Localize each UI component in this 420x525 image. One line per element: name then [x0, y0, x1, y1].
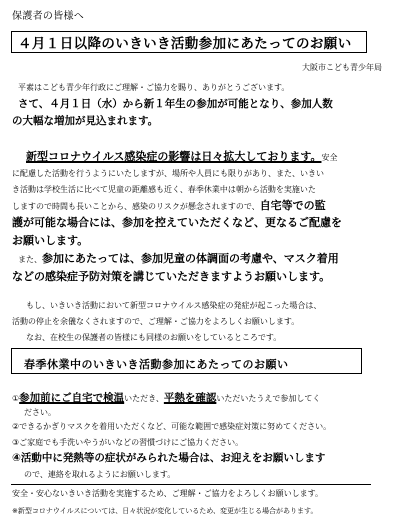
- paragraph-covid-6: お願いします。: [12, 234, 89, 247]
- paragraph-covid-4: [12, 198, 368, 215]
- notice-item-1-line2: ださい。: [24, 408, 56, 417]
- mask-pre: また、: [18, 255, 42, 264]
- footer-disclaimer: ※新型コロナウイルスについては、日々状況が変化しているため、変更が生じる場合があります。: [12, 507, 318, 515]
- item1-bold-1: 参加前にご自宅で検温: [19, 392, 125, 404]
- addressee: 保護者の皆様へ: [12, 11, 85, 22]
- item1-number: ①: [12, 394, 20, 403]
- covid-line4-text: しますので時間も長いことから、感染のリスクが懸念されますので、: [12, 202, 260, 211]
- paragraph-mask-2: などの感染症予防対策を講じていただきますようお願いします。: [12, 270, 331, 283]
- paragraph-covid-5: 護が可能な場合には、参加を控えていただくなど、更なるご配慮を: [12, 216, 342, 229]
- paragraph-mask-1: [18, 251, 374, 268]
- mask-bold-1: 参加にあたっては、参加児童の体調面の考慮や、マスク着用: [42, 252, 339, 265]
- item1-tail: いただいたうえで参加してく: [216, 394, 321, 403]
- paragraph-outbreak-2: 活動の停止を余儀なくされますので、ご理解・ご協力をよろしくお願いします。: [12, 317, 300, 326]
- item4-bold: ④活動中に発熱等の症状がみられた場合は、お迎えをお願いします: [12, 452, 326, 464]
- item1-bold-2: 平熱を確認: [163, 392, 217, 404]
- footer-request: 安全・安心ないきいき活動を実施するため、ご理解・ご協力をよろしくお願いします。: [12, 489, 324, 498]
- divider: [11, 484, 371, 485]
- notice-item-4-line2: ので、連絡を取れるようにお願いします。: [24, 470, 176, 479]
- document-title: ４月１日以降のいきいき活動参加にあたってのお願い: [11, 31, 367, 53]
- paragraph-covid-3: き活動は学校生活に比べて児童の距離感も近く、春季休業中は朝から活動を実施いた: [12, 185, 316, 194]
- paragraph-covid-1: [26, 149, 382, 166]
- notice-item-4: [12, 452, 372, 465]
- paragraph-increase-2: の大幅な増加が見込まれます。: [12, 115, 159, 127]
- covid-warning: 新型コロナウイルス感染症の影響は日々拡大しております。: [26, 150, 322, 163]
- covid-tail: 安全: [321, 153, 338, 162]
- paragraph-covid-2: に配慮した活動を行うようにいたしますが、場所や人員にも限りがあり、また、いきい: [12, 169, 324, 178]
- sender: 大阪市こども青少年局: [302, 63, 382, 72]
- paragraph-note: なお、在校生の保護者の皆様にも同様のお願いをしているところです。: [26, 333, 282, 342]
- notice-item-3: ③ご家庭でも手洗いやうがいなどの習慣づけにご協力ください。: [12, 438, 244, 447]
- paragraph-increase-1: さて、４月１日（水）から新１年生の参加が可能となり、参加人数: [18, 98, 333, 110]
- notice-item-1: [12, 392, 372, 405]
- paragraph-outbreak-1: もし、いきいき活動において新型コロナウイルス感染症の発症が起こった場合は、: [26, 301, 322, 310]
- item1-mid: いただき、: [124, 394, 164, 403]
- notice-title: 春季休業中のいきいき活動参加にあたってのお願い: [24, 358, 289, 371]
- paragraph-greeting: 平素はこども青少年行政にご理解・ご協力を賜り、ありがとうございます。: [18, 83, 290, 92]
- notice-item-2: ②できるかぎりマスクを着用いただくなど、可能な範囲で感染症対策に努めてください。: [12, 422, 332, 431]
- covid-line4-bold: 自宅等での監: [259, 199, 326, 212]
